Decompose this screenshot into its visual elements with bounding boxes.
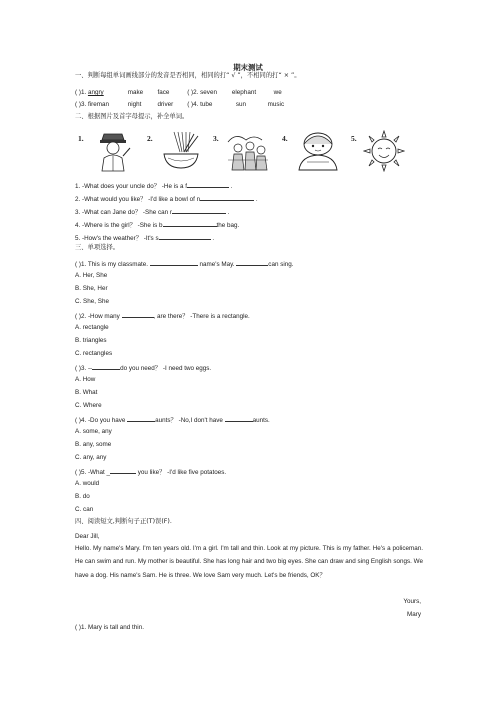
question-text: ( )3. -- <box>75 365 93 372</box>
option: A. How <box>75 376 96 383</box>
letter-greeting: Dear Jill, <box>75 533 100 540</box>
sec3-q4 <box>75 415 270 425</box>
option: B. What <box>75 389 98 396</box>
sec3-q5 <box>75 467 226 477</box>
sec2-item-5 <box>75 233 214 243</box>
answer-blank[interactable] <box>163 220 217 227</box>
word: angry <box>87 89 104 96</box>
answer-blank[interactable] <box>159 233 211 240</box>
word: night <box>127 101 142 108</box>
pic-number-1: 1. <box>78 134 84 143</box>
letter-closing: Yours, <box>403 598 421 605</box>
sec1-row-1 <box>75 89 282 97</box>
question-text: . <box>212 235 215 242</box>
word: we <box>273 89 282 96</box>
q-bracket: ( )2. <box>187 89 199 96</box>
question-text: ( )5. -What _ <box>75 469 110 476</box>
question-text: 4. -Where is the girl？ -She is b <box>75 222 163 229</box>
question-text: ( )4. -Do you have <box>75 417 126 424</box>
option: C. Where <box>75 402 102 409</box>
word: sun <box>235 101 247 108</box>
word: tube <box>200 101 213 108</box>
question-text: 2. -What would you like？ -I'd like a bowl of n <box>75 196 201 203</box>
answer-blank[interactable] <box>187 181 229 188</box>
option: C. can <box>75 506 94 513</box>
girl-icon <box>293 130 343 172</box>
option: A. some, any <box>75 428 112 435</box>
option: A. rectangle <box>75 324 109 331</box>
question-text: 3. -What can Jane do？ -She can r <box>75 209 172 216</box>
letter-signature: Mary <box>407 611 421 618</box>
answer-blank[interactable] <box>92 363 120 370</box>
option: A. Her, She <box>75 272 108 279</box>
option: C. any, any <box>75 454 107 461</box>
q-bracket: ( )4. <box>187 101 199 108</box>
question-text: aunts？ -No,I don't have <box>155 417 223 424</box>
sec3-q1 <box>75 259 294 269</box>
question-text: . <box>255 196 258 203</box>
q-bracket: ( )1. <box>75 89 87 96</box>
question-text: the bag. <box>216 222 240 229</box>
word: make <box>127 89 144 96</box>
question-text: name's May. <box>199 261 235 268</box>
word: elephant <box>231 89 257 96</box>
section-4-heading: 四、阅读短文,判断句子正(T)误(F). <box>75 518 172 525</box>
answer-blank[interactable] <box>122 311 154 318</box>
noodles-icon <box>160 130 202 172</box>
pic-number-4: 4. <box>282 134 288 143</box>
answer-blank[interactable] <box>200 194 254 201</box>
answer-blank[interactable] <box>172 207 226 214</box>
sec2-item-1 <box>75 181 233 191</box>
fire-fighters-icon <box>226 130 270 172</box>
page-title: 期末测试 <box>233 63 263 72</box>
word: fireman <box>87 101 109 108</box>
question-text: 1. -What does your uncle do？ -He is a f <box>75 183 187 190</box>
pic-number-5: 5. <box>351 134 357 143</box>
section-3-heading: 三、单项选择。 <box>75 244 120 251</box>
answer-blank[interactable] <box>127 415 155 422</box>
question-text: ( )2. -How many <box>75 313 120 320</box>
sec2-item-3 <box>75 207 229 217</box>
word: seven <box>200 89 217 96</box>
option: B. triangles <box>75 337 107 344</box>
q-bracket: ( )3. <box>75 101 87 108</box>
question-text: . <box>230 183 233 190</box>
question-text: aunts. <box>252 417 270 424</box>
option: B. any, some <box>75 441 112 448</box>
question-text: 5. -How's the weather？ -It's s <box>75 235 159 242</box>
pic-number-3: 3. <box>213 134 219 143</box>
section-2-heading: 二、根据图片及首字母提示，补全单词。 <box>75 113 189 120</box>
sun-icon <box>363 130 405 172</box>
section-1-heading: 一、判断每组单词画线部分的发音是否相同，相同的打“ √ ”，不相同的打“ × ”。 <box>75 72 301 79</box>
pic-number-2: 2. <box>147 134 153 143</box>
question-text: . <box>227 209 230 216</box>
option: C. She, She <box>75 298 109 305</box>
word: driver <box>157 101 174 108</box>
answer-blank[interactable] <box>150 259 198 266</box>
answer-blank[interactable] <box>110 467 136 474</box>
question-text: , are there？ -There is a rectangle. <box>153 313 250 320</box>
word: face <box>157 89 170 96</box>
question-text: do you need？ -I need two eggs. <box>120 365 212 372</box>
sec2-item-4 <box>75 220 239 230</box>
word: music <box>267 101 285 108</box>
answer-blank[interactable] <box>225 415 253 422</box>
letter-body: Hello. My name's Mary. I'm ten years old. I'm a girl. I'm tall and thin. Look at my picture. This is my father. He's a policeman. He can swim and run. My mother is beautiful. She has long hair and two big eyes. She can draw and sing English songs. We have a dog. His name's Sam. He is three. We love Sam very much. Let's be friends, OK？ <box>75 545 423 579</box>
police-officer-icon <box>92 130 134 172</box>
sec3-q3 <box>75 363 211 373</box>
option: B. She, Her <box>75 285 108 292</box>
sec3-q2 <box>75 311 250 321</box>
sec4-q1: ( )1. Mary is tall and thin. <box>75 624 144 631</box>
option: B. do <box>75 493 90 500</box>
option: A. would <box>75 480 100 487</box>
option: C. rectangles <box>75 350 113 357</box>
question-text: can sing. <box>268 261 294 268</box>
sec1-row-2 <box>75 101 284 109</box>
question-text: ( )1. This is my classmate. <box>75 261 149 268</box>
question-text: you like？ -I'd like five potatoes. <box>137 469 227 476</box>
sec2-item-2 <box>75 194 258 204</box>
answer-blank[interactable] <box>236 259 268 266</box>
